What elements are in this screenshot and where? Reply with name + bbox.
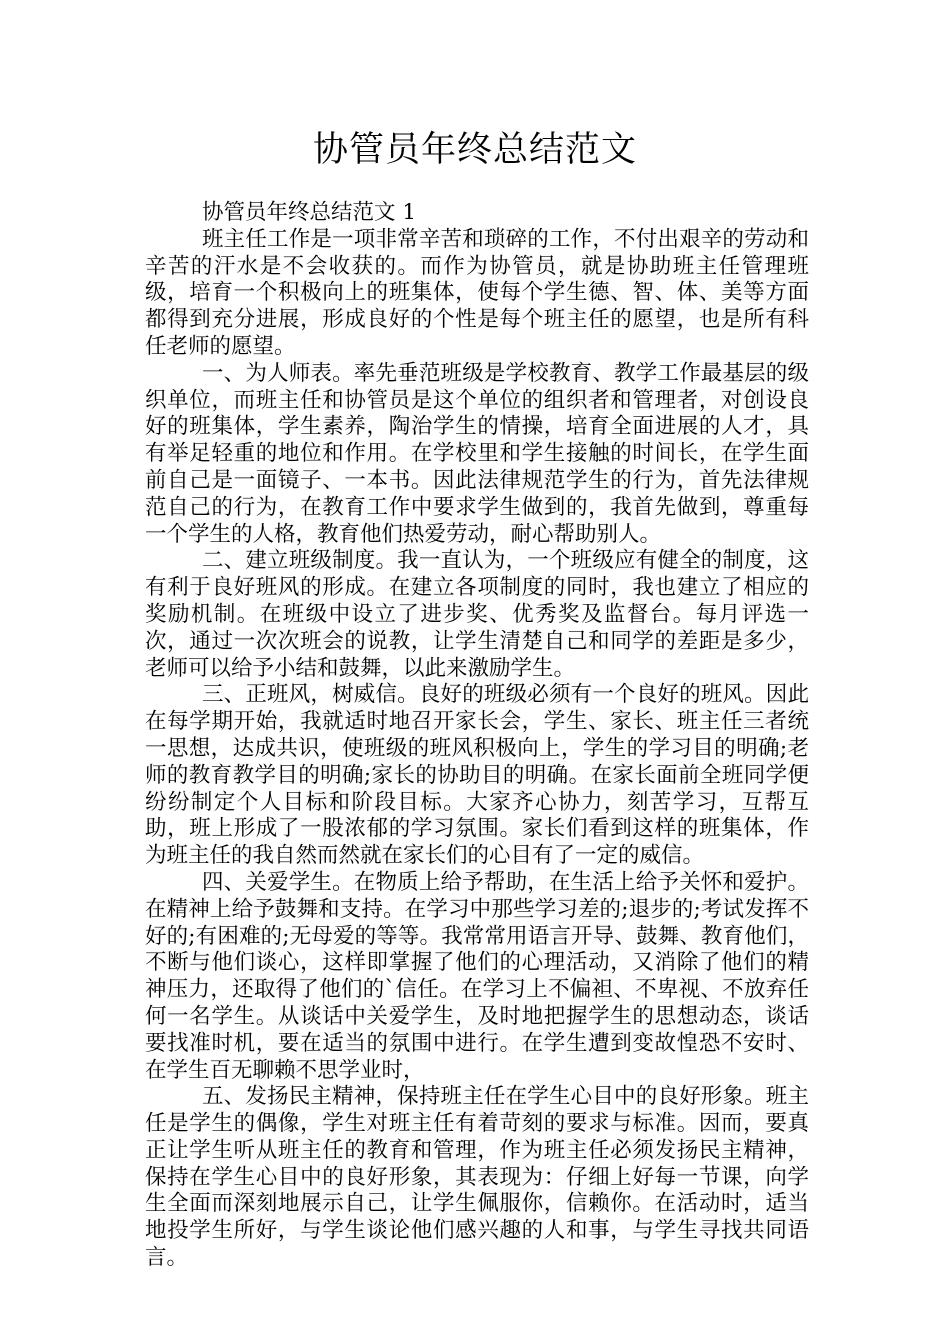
document-subtitle: 协管员年终总结范文 1 bbox=[202, 200, 417, 225]
paragraph-section-1: 一、为人师表。率先垂范班级是学校教育、教学工作最基层的级织单位，而班主任和协管员是这个单位的组织者和管理者，对创设良好的班集体，学生素养，陶治学生的情操，培育全面进展的人才，具有举足轻重的地位和作用。在学校里和学生接触的时间长，在学生面前自己是一面镜子、一本书。因此法律规范学生的行为，首先法律规范自己的行为，在教育工作中要求学生做到的，我首先做到，尊重每一个学生的人格，教育他们热爱劳动，耐心帮助别人。 bbox=[145, 360, 809, 547]
paragraph-section-4: 四、关爱学生。在物质上给予帮助，在生活上给予关怀和爱护。在精神上给予鼓舞和支持。在学习中那些学习差的;退步的;考试发挥不好的;有困难的;无母爱的等等。我常常用语言开导、鼓舞、教育他们，不断与他们谈心，这样即掌握了他们的心理活动，又消除了他们的精神压力，还取得了他们的`信任。在学习上不偏袒、不卑视、不放弃任何一名学生。从谈话中关爱学生，及时地把握学生的思想动态，谈话要找准时机，要在适当的氛围中进行。在学生遭到变故惶恐不安时、在学生百无聊赖不思学业时， bbox=[145, 869, 809, 1083]
paragraph-intro: 班主任工作是一项非常辛苦和琐碎的工作，不付出艰辛的劳动和辛苦的汗水是不会收获的。而作为协管员，就是协助班主任管理班级，培育一个积极向上的班集体，使每个学生德、智、体、美等方面都得到充分进展，形成良好的个性是每个班主任的愿望，也是所有科任老师的愿望。 bbox=[145, 226, 809, 359]
document-title: 协管员年终总结范文 bbox=[312, 130, 637, 170]
paragraph-section-2: 二、建立班级制度。我一直认为，一个班级应有健全的制度，这有利于良好班风的形成。在建立各项制度的同时，我也建立了相应的奖励机制。在班级中设立了进步奖、优秀奖及监督台。每月评选一次，通过一次次班会的说教，让学生清楚自己和同学的差距是多少，老师可以给予小结和鼓舞，以此来激励学生。 bbox=[145, 548, 809, 681]
paragraph-section-5: 五、发扬民主精神，保持班主任在学生心目中的良好形象。班主任是学生的偶像，学生对班主任有着苛刻的要求与标准。因而，要真正让学生听从班主任的教育和管理，作为班主任必须发扬民主精神，保持在学生心目中的良好形象，其表现为：仔细上好每一节课，向学生全面而深刻地展示自己，让学生佩服你，信赖你。在活动时，适当地投学生所好，与学生谈论他们感兴趣的人和事，与学生寻找共同语言。 bbox=[145, 1084, 809, 1271]
document-body bbox=[145, 200, 809, 1272]
paragraph-section-3: 三、正班风，树威信。良好的班级必须有一个良好的班风。因此在每学期开始，我就适时地召开家长会，学生、家长、班主任三者统一思想，达成共识，使班级的班风积极向上，学生的学习目的明确;老师的教育教学目的明确;家长的协助目的明确。在家长面前全班同学便纷纷制定个人目标和阶段目标。大家齐心协力，刻苦学习，互帮互助，班上形成了一股浓郁的学习氛围。家长们看到这样的班集体，作为班主任的我自然而然就在家长们的心目有了一定的威信。 bbox=[145, 682, 809, 869]
